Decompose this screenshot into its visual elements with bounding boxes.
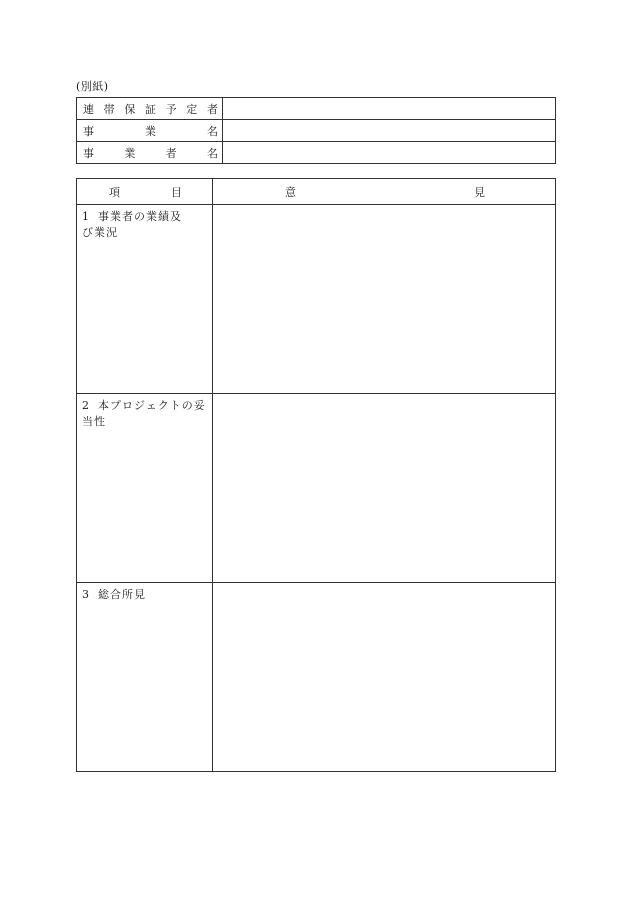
applicant-info-table: [76, 97, 556, 164]
project-name-label: [77, 120, 223, 142]
guarantor-label: [77, 98, 223, 120]
item-cell: [77, 583, 213, 772]
item-number: 2: [82, 399, 90, 412]
table-row: [77, 205, 556, 394]
item-header-text: 項 目: [109, 185, 182, 199]
item-number: 1: [82, 210, 90, 223]
operator-name-label: [77, 142, 223, 164]
item-text-line1: 事業者の業績及: [98, 210, 182, 223]
project-name-row: [77, 120, 556, 142]
item-column-header: [77, 179, 213, 205]
item-cell: [77, 394, 213, 583]
operator-name-value[interactable]: [223, 142, 556, 164]
opinion-table: [76, 178, 556, 772]
opinion-header-text: 意 見: [285, 185, 485, 199]
opinion-table-header: [77, 179, 556, 205]
item-text-line2: 当性: [82, 415, 106, 428]
guarantor-value[interactable]: [223, 98, 556, 120]
operator-name-row: [77, 142, 556, 164]
opinion-cell[interactable]: [213, 583, 556, 772]
table-row: [77, 583, 556, 772]
table-row: [77, 394, 556, 583]
item-text-line1: 総合所見: [98, 588, 146, 601]
project-name-value[interactable]: [223, 120, 556, 142]
item-cell: [77, 205, 213, 394]
opinion-column-header: [213, 179, 556, 205]
item-text-line2: び業況: [82, 226, 118, 239]
attachment-label: (別紙): [76, 80, 109, 93]
opinion-cell[interactable]: [213, 205, 556, 394]
guarantor-label-text: 連 帯 保 証 予 定 者: [83, 102, 218, 116]
guarantor-row: [77, 98, 556, 120]
item-number: 3: [82, 588, 90, 601]
item-text-line1: 本プロジェクトの妥: [98, 399, 206, 412]
project-name-label-text: 事 業 名: [83, 124, 218, 138]
opinion-cell[interactable]: [213, 394, 556, 583]
operator-name-label-text: 事 業 者 名: [83, 146, 218, 160]
